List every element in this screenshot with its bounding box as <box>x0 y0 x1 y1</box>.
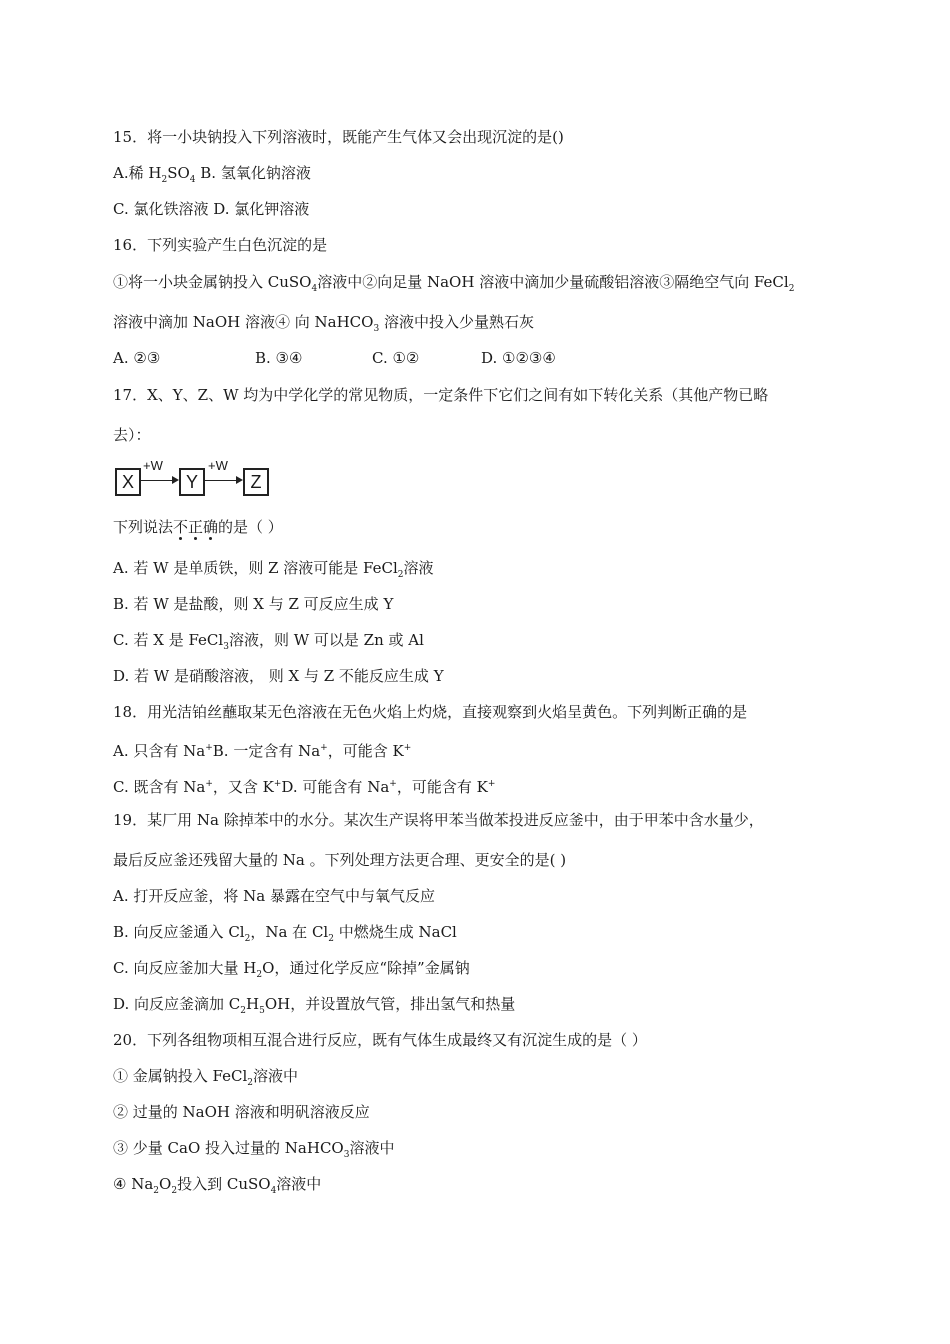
q19-opt-b-2: ，Na 在 Cl <box>250 923 329 941</box>
q17-ask <box>113 517 283 537</box>
q19-stem-line2: 最后反应釜还残留大量的 Na 。下列处理方法更合理、更安全的是( ) <box>113 851 567 869</box>
q16-option-c: C. ①② <box>372 349 420 367</box>
q18-cd-sup1: + <box>205 779 213 789</box>
q20-i4-sub1: 2 <box>153 1186 160 1196</box>
q17-stem-line1: 17．X、Y、Z、W 均为中学化学的常见物质，一定条件下它们之间有如下转化关系（其他产物已略 <box>113 386 769 404</box>
node-x: X <box>115 468 141 496</box>
q17-ask-b: 的是（ ） <box>218 518 283 536</box>
node-z: Z <box>243 468 269 496</box>
emphasis-dot <box>194 537 197 540</box>
q20-i4-sub3: 4 <box>270 1186 277 1196</box>
q19-opt-d-2: H <box>246 995 260 1013</box>
q20-i1-sub: 2 <box>247 1078 254 1088</box>
q20-i4-d: 溶液中 <box>276 1175 322 1193</box>
arrow2 <box>205 480 241 481</box>
q18-ab-3: ，可能含 K <box>327 742 404 760</box>
q17-opt-a-post: 溶液 <box>403 559 434 577</box>
q17-option-b: B. 若 W 是盐酸，则 X 与 Z 可反应生成 Y <box>113 595 394 613</box>
q20-i1-a: ① 金属钠投入 FeCl <box>113 1067 248 1085</box>
q20-i4-a: ④ Na <box>113 1175 154 1193</box>
q19-stem-line1: 19．某厂用 Na 除掉苯中的水分。某次生产误将甲苯当做苯投进反应釜中，由于甲苯中含水量少， <box>113 811 764 829</box>
q19-opt-b-sub2: 2 <box>328 934 334 944</box>
q20-item-3 <box>113 1138 394 1165</box>
q18-stem: 18．用光洁铂丝蘸取某无色溶液在无色火焰上灼烧，直接观察到火焰呈黄色。下列判断正确的是 <box>113 703 748 721</box>
q18-ab-2: B. 一定含有 Na <box>212 742 321 760</box>
q16-line2-sub: 3 <box>373 324 380 334</box>
q15-opt-a-pre: A.稀 H <box>113 164 162 182</box>
q16-line1-a: ①将一小块金属钠投入 CuSO <box>113 273 312 291</box>
q17-ask-a: 下列说法 <box>113 518 174 536</box>
q20-i4-c: 投入到 CuSO <box>177 1175 271 1193</box>
q20-item-1 <box>113 1066 298 1093</box>
q18-ab-sup1: + <box>205 743 213 753</box>
q15-opt-a-mid: SO <box>167 164 190 182</box>
q18-options-cd <box>113 774 495 797</box>
q19-opt-d-sub2: 5 <box>259 1006 265 1016</box>
q16-options <box>113 348 556 368</box>
q18-options-ab <box>113 738 411 761</box>
q20-i4-b: O <box>159 1175 172 1193</box>
q15-options-ab <box>113 163 311 190</box>
q17-ask-emphasis <box>173 518 218 536</box>
q18-ab-1: A. 只含有 Na <box>113 742 206 760</box>
q17-opt-c-post: 溶液，则 W 可以是 Zn 或 Al <box>228 631 424 649</box>
q18-cd-1: C. 既含有 Na <box>113 778 206 796</box>
q17-opt-a-pre: A. 若 W 是单质铁，则 Z 溶液可能是 FeCl <box>113 559 398 577</box>
q19-opt-b-3: 中燃烧生成 NaCl <box>333 923 457 941</box>
q20-i3-sub: 3 <box>343 1150 350 1160</box>
q18-cd-3: D. 可能含有 Na <box>281 778 390 796</box>
q17-ask-emph-text: 不正确 <box>173 518 219 536</box>
q17-stem-line2: 去）： <box>113 426 151 444</box>
q17-opt-c-sub: 3 <box>223 642 229 652</box>
emphasis-dot <box>179 537 182 540</box>
q19-opt-c-sub: 2 <box>256 970 263 980</box>
q18-cd-sup2: + <box>273 779 282 789</box>
q15-opt-b: B. 氢氧化钠溶液 <box>195 164 311 182</box>
q19-option-d <box>113 994 515 1021</box>
q18-cd-4: ，可能含有 K <box>396 778 488 796</box>
q19-opt-d-sub1: 2 <box>240 1006 247 1016</box>
q20-i1-b: 溶液中 <box>253 1067 299 1085</box>
q16-line1-sub2: 2 <box>788 284 795 294</box>
q16-line2-a: 溶液中滴加 NaOH 溶液④ 向 NaHCO <box>113 313 374 331</box>
q19-opt-b-1: B. 向反应釜通入 Cl <box>113 923 245 941</box>
q20-i4-sub2: 2 <box>171 1186 178 1196</box>
conversion-diagram <box>113 458 273 498</box>
q15-opt-a-sub1: 2 <box>161 175 168 185</box>
q18-ab-sup2: + <box>320 743 328 753</box>
q17-option-c <box>113 630 424 657</box>
arrow2-label: +W <box>208 458 228 473</box>
emphasis-dot <box>209 537 212 540</box>
q16-line1 <box>113 272 794 299</box>
q15-stem: 15．将一小块钠投入下列溶液时，既能产生气体又会出现沉淀的是() <box>113 128 564 146</box>
q20-stem: 20．下列各组物项相互混合进行反应，既有气体生成最终又有沉淀生成的是（ ） <box>113 1031 647 1049</box>
q15-options-cd: C. 氯化铁溶液 D. 氯化钾溶液 <box>113 200 310 218</box>
q18-cd-2: ，又含 K <box>212 778 274 796</box>
q19-opt-d-3: OH，并设置放气管，排出氢气和热量 <box>264 995 516 1013</box>
q19-option-b <box>113 922 457 949</box>
q16-option-d: D. ①②③④ <box>481 349 556 367</box>
q19-option-a: A. 打开反应釜，将 Na 暴露在空气中与氧气反应 <box>113 887 435 905</box>
q16-option-a: A. ②③ <box>113 349 161 367</box>
q16-line1-b: 溶液中②向足量 NaOH 溶液中滴加少量硫酸铝溶液③隔绝空气向 FeCl <box>317 273 789 291</box>
node-y: Y <box>179 468 205 496</box>
q16-line2-b: 溶液中投入少量熟石灰 <box>379 313 534 331</box>
q19-opt-c-1: C. 向反应釜加大量 H <box>113 959 257 977</box>
q16-stem: 16．下列实验产生白色沉淀的是 <box>113 236 328 254</box>
q20-i3-b: 溶液中 <box>349 1139 395 1157</box>
arrow1-label: +W <box>143 458 163 473</box>
q19-opt-b-sub1: 2 <box>244 934 251 944</box>
q16-line2 <box>113 312 534 339</box>
q17-opt-c-pre: C. 若 X 是 FeCl <box>113 631 224 649</box>
q17-opt-a-sub: 2 <box>397 570 404 580</box>
q20-item-2: ② 过量的 NaOH 溶液和明矾溶液反应 <box>113 1103 370 1121</box>
q20-i3-a: ③ 少量 CaO 投入过量的 NaHCO <box>113 1139 344 1157</box>
q19-opt-c-2: O，通过化学反应“除掉”金属钠 <box>262 959 470 977</box>
q17-option-a <box>113 558 434 585</box>
q18-cd-sup4: + <box>487 779 496 789</box>
q19-option-c <box>113 958 470 985</box>
q15-opt-a-sub2: 4 <box>189 175 196 185</box>
q17-option-d: D. 若 W 是硝酸溶液， 则 X 与 Z 不能反应生成 Y <box>113 667 444 685</box>
q16-option-b: B. ③④ <box>255 349 303 367</box>
arrow1 <box>141 480 177 481</box>
q18-cd-sup3: + <box>389 779 397 789</box>
q18-ab-sup3: + <box>403 743 412 753</box>
q19-opt-d-1: D. 向反应釜滴加 C <box>113 995 241 1013</box>
q16-line1-sub: 4 <box>311 284 318 294</box>
q20-item-4 <box>113 1174 321 1201</box>
